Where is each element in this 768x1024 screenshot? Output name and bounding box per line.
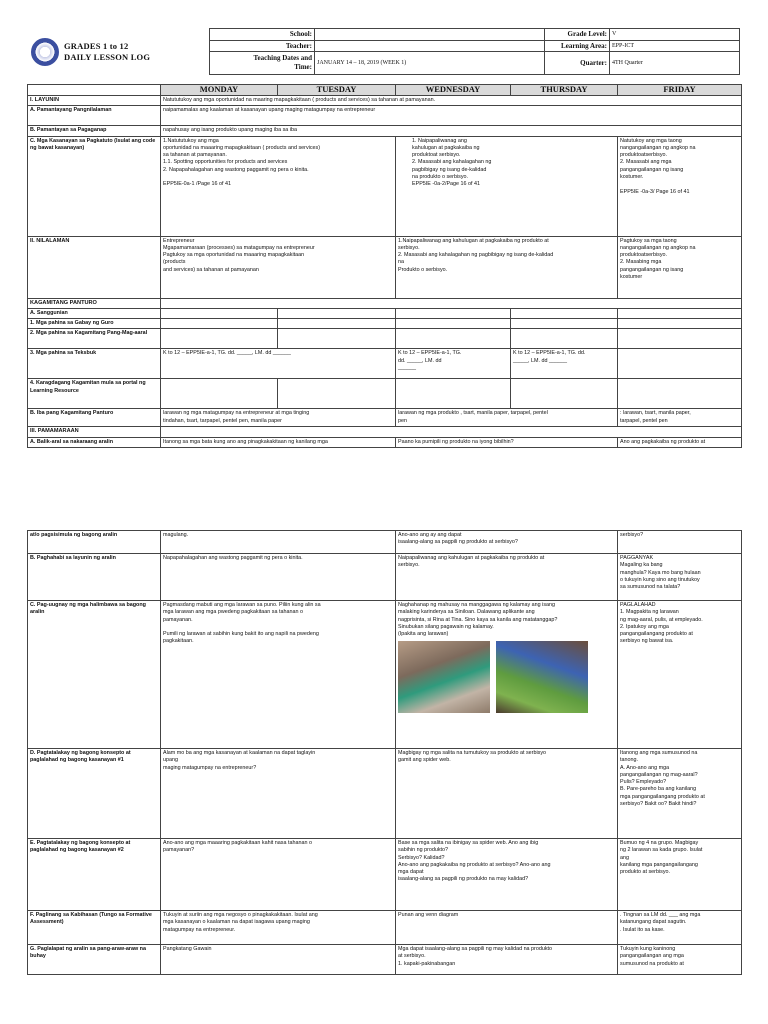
kagamitan-empty [161, 298, 742, 308]
dates-label: Teaching Dates and Time: [210, 52, 315, 75]
deped-seal-icon [31, 38, 59, 66]
teksbuk-thursday: K to 12 – EPP5IE-a-1, TG. dd. _____, LM. dd ______ [511, 349, 618, 379]
grade-label: Grade Level: [545, 29, 610, 41]
row-pagtatalakay-1: D. Pagtatalakay ng bagong konsepto at paglalahad ng bagong kasanayan #1 [28, 749, 161, 839]
cell [618, 308, 742, 318]
teksbuk-wednesday: K to 12 – EPP5IE-a-1, TG. dd. _____, LM. dd ______ [396, 349, 511, 379]
nilalaman-wednesday: 1.Naipapaliwanag ang kahulugan at pagkakaiba ng produkto at serbisyo. 2. Masasabi ang kahalagahan ng pagbibigay ng isang de-kalidad na Produkto o serbisyo. [396, 236, 618, 298]
paglalapat-wednesday: Mga dapat isaalang-alang sa pagpili ng may kalidad na produkto at serbisyo. 1. kapaki-pakinabangan [396, 945, 618, 975]
row-pangnilalaman: A. Pamantayang Pangnilalaman [28, 106, 161, 126]
paglalapat-friday: Tukuyin kung kaninong pangangailangan ang mga sumusunod na produkto at [618, 945, 742, 975]
cell [396, 319, 511, 329]
balik-cont-wednesday: Ano-ano ang ay ang dapat isaalang-alang sa pagpili ng produkto at serbisyo? [396, 531, 618, 554]
paglinang-friday: . Tingnan sa LM dd. ___ ang mga katanungang dapat sagutin. . Isulat ito sa kase. [618, 911, 742, 945]
row-gabay: 1. Mga pahina sa Gabay ng Guro [28, 319, 161, 329]
teacher-label: Teacher: [210, 40, 315, 52]
paghahabi-wednesday: Naipapaliwanag ang kahulugan at pagkakaiba ng produkto at serbisyo. [396, 554, 618, 601]
paguugnay-friday: PAGLALAHAD 1. Magpakita ng larawan ng mag-aaral, pulis, at empleyado. 2. Ipatukoy ang mga pangangailangang produkto at serbisyo ng bawat isa. [618, 601, 742, 749]
row-paghahabi: B. Paghahabi sa layunin ng aralin [28, 554, 161, 601]
layunin-text: Natututukoy ang mga oportunidad na maaring mapagkakitaan ( products and services) sa tahanan at pamayanan. [161, 96, 742, 106]
pagtatalakay2-friday: Bumuo ng 4 na grupo. Magbigay ng 2 larawan sa kada grupo. Isulat ang kanilang mga pangangailangang produkto at serbisyo. [618, 839, 742, 911]
row-sanggunian: A. Sanggunian [28, 308, 161, 318]
row-karagdagang: 4. Karagdagang Kagamitan mula sa portal ng Learning Resource [28, 379, 161, 409]
row-balik-aral-cont: at/o pagsisimula ng bagong aralin [28, 531, 161, 554]
paghahabi-friday: PAGGANYAK Magaling ka bang manghula? Kaya mo bang hulaan o tukuyin kung sino ang tinutukoy sa sumusunod na talata? [618, 554, 742, 601]
day-tuesday: TUESDAY [278, 85, 396, 96]
area-label: Learning Area: [545, 40, 610, 52]
pangnilalaman-text: naipamamalas ang kaalaman at kasanayan upang maging matagumpay na entrepreneur [161, 106, 742, 126]
lesson-log-page-1 [27, 28, 741, 448]
page-break [0, 475, 768, 525]
cell [396, 329, 511, 349]
row-pamamaraan: III. PAMAMARAAN [28, 427, 161, 437]
nilalaman-monday: Entrepreneur Mgapamamaraan (processes) sa matagumpay na entrepreneur Pagtukoy sa mga oportunidad na maaaring mapagkakitaan (products and services) sa tahanan at pamayanan [161, 236, 396, 298]
cell [511, 329, 618, 349]
dates-value: JANUARY 14 – 18, 2019 (WEEK 1) [315, 52, 545, 75]
balik-monday: Itanong sa mga bata kung ano ang pinagkakakitaan ng kanilang mga [161, 437, 396, 447]
iba-wednesday: larawan ng mga produkto , tsart, manila paper, tarpapel, pentel pen [396, 409, 618, 427]
row-nilalaman: II. NILALAMAN [28, 236, 161, 298]
day-monday: MONDAY [161, 85, 278, 96]
kasanayan-wednesday: 1. Naipapaliwanag ang kahulugan at pagkakaiba ng produktoat serbisyo. 2. Masasabi ang kahalagahan ng pagbibigay ng isang de-kalidad na produkto o serbisyo. EPP5IE -0a-2/Page 16 of 41 [396, 136, 618, 236]
balik-cont-friday: serbisyo? [618, 531, 742, 554]
row-paglalapat: G. Paglalapat ng aralin sa pang-araw-araw na buhay [28, 945, 161, 975]
log-header [27, 28, 741, 75]
iba-friday: : larawan, tsart, manila paper, tarpapel, pentel pen [618, 409, 742, 427]
kalamay-photos [398, 638, 615, 713]
pagganap-text: napahusay ang isang produkto upang maging iba sa iba [161, 126, 742, 136]
cell [511, 319, 618, 329]
kasanayan-monday: 1.Natututukoy ang mga oportunidad na maaaring mapagkakitaan ( products and services) sa tahanan at pamayanan. 1.1. Spotting opportunities for products and services 2. Napapahalagahan ang wastong paggamit ng pera o kinita. EPP5IE-0a-1 /Page 16 of 41 [161, 136, 396, 236]
school-value [315, 29, 545, 41]
row-pag-uugnay: C. Pag-uugnay ng mga halimbawa sa bagong aralin [28, 601, 161, 749]
area-value: EPP-ICT [610, 40, 740, 52]
day-thursday: THURSDAY [511, 85, 618, 96]
paguugnay-monday: Pagmasdang mabuti ang mga larawan sa puno. Piliin kung alin sa mga larawan ang mga pwedeng pagkakitaan sa tahanan o pamayanan. Pumili ng larawan at sabihin kung bakit ito ang napili na pwedeng pagkakitaan. [161, 601, 396, 749]
cell [396, 379, 511, 409]
pagtatalakay1-wednesday: Magbigay ng mga salita na tumutukoy sa produkto at serbisyo gamit ang spider web. [396, 749, 618, 839]
cell [161, 379, 278, 409]
cell [396, 308, 511, 318]
lesson-log-page-2 [27, 530, 741, 975]
cell [161, 319, 278, 329]
iba-monday: larawan ng mga matagumpay na entrepreneur at mga tinging tindahan, tsart, tarpapel, pentel pen, manila paper [161, 409, 396, 427]
photo-woman-wrapping-kalamay [496, 641, 588, 713]
cell [161, 308, 278, 318]
teacher-value [315, 40, 545, 52]
lesson-grid-continued [27, 530, 742, 975]
photo-woman-cooking [398, 641, 490, 713]
day-friday: FRIDAY [618, 85, 742, 96]
paglinang-wednesday: Punan ang venn diagram [396, 911, 618, 945]
pagtatalakay1-monday: Alam mo ba ang mga kasanayan at kaalaman na dapat taglayin upang maging matagumpay na entrepreneur? [161, 749, 396, 839]
log-title: GRADES 1 to 12 DAILY LESSON LOG [64, 40, 151, 62]
row-layunin: I. LAYUNIN [28, 96, 161, 106]
cell [618, 379, 742, 409]
school-label: School: [210, 29, 315, 41]
row-kasanayan: C. Mga Kasanayan sa Pagkatuto (Isulat ang code ng bawat kasanayan) [28, 136, 161, 236]
row-iba-pang-kagamitan: B. Iba pang Kagamitang Panturo [28, 409, 161, 427]
cell [278, 329, 396, 349]
cell [278, 379, 396, 409]
row-pagtatalakay-2: E. Pagtatalakay ng bagong konsepto at paglalahad ng bagong kasanayan #2 [28, 839, 161, 911]
cell [618, 349, 742, 379]
row-kagamitan: KAGAMITANG PANTURO [28, 298, 161, 308]
header-brand [27, 28, 209, 75]
balik-friday: Ano ang pagkakaiba ng produkto at [618, 437, 742, 447]
balik-wednesday: Paano ka pumipili ng produkto na iyong bibilhin? [396, 437, 618, 447]
pamamaraan-empty [161, 427, 742, 437]
row-teksbuk: 3. Mga pahina sa Teksbuk [28, 349, 161, 379]
paghahabi-monday: Napapahalagahan ang wastong paggamit ng pera o kinita. [161, 554, 396, 601]
header-info-table [209, 28, 740, 75]
nilalaman-friday: Pagtukoy sa mga taong nangangailangan ng angkop na produktoatserbisyo. 2. Masabing mga pangangailangan ng isang kostumer [618, 236, 742, 298]
cell [161, 329, 278, 349]
day-wednesday: WEDNESDAY [396, 85, 511, 96]
corner-cell [28, 85, 161, 96]
row-kagamitang-mag-aaral: 2. Mga pahina sa Kagamitang Pang-Mag-aaral [28, 329, 161, 349]
paguugnay-wednesday-text: Naghahanap ng mahusay na manggagawa ng kalamay ang isang malaking karinderya sa Siniloan. Dalawang aplikante ang nagprisinta, si Rina at Tina. Sino kaya sa kanila ang matatanggap? Sinubukan silang pagawain ng kalamay. (Ipakita ang larawan) [398, 602, 558, 638]
paglinang-monday: Tukuyin at suriin ang mga negosyo o pinagkakakitaan. Isulat ang mga kasanayan o kaalaman na dapat isagawa upang maging matagumpay na entrepreneur. [161, 911, 396, 945]
cell [278, 319, 396, 329]
cell [618, 329, 742, 349]
pagtatalakay2-wednesday: Base sa mga salita na ibinigay sa spider web. Ano ang ibig sabihin ng produkto? Serbisyo? Kalidad? Ano-ano ang pagkakaiba ng produkto at serbisyo? Ano-ano ang mga dapat isaalang-alang sa pagpili ng produkto na may kalidad? [396, 839, 618, 911]
paglalapat-monday: Pangkatang Gawain [161, 945, 396, 975]
paguugnay-wednesday [396, 601, 618, 749]
quarter-label: Quarter: [545, 52, 610, 75]
grade-value: V [610, 29, 740, 41]
quarter-value: 4TH Quarter [610, 52, 740, 75]
balik-cont-monday: magulang. [161, 531, 396, 554]
pagtatalakay2-monday: Ano-ano ang mga maaaring pagkakitaan kahit nasa tahanan o pamayanan? [161, 839, 396, 911]
cell [511, 308, 618, 318]
pagtatalakay1-friday: Itanong ang mga sumusunod na tanong. A. Ano-ano ang mga pangangailangan ng mag-aaral? Pulis? Empleyado? B. Pare-pareho ba ang kanilang mga pangangailangang produkto at serbisyo? Bakit oo? Bakit hindi? [618, 749, 742, 839]
cell [278, 308, 396, 318]
lesson-grid [27, 84, 742, 448]
kasanayan-friday: Natutukoy ang mga taong nangangailangan ng angkop na produktoatserbisyo. 2. Masasabi ang mga pangangailangan ng isang kostumer. EPP5IE -0a-3/ Page 16 of 41 [618, 136, 742, 236]
row-balik-aral: A. Balik-aral sa nakaraang aralin [28, 437, 161, 447]
teksbuk-monday: K to 12 – EPP5IE-a-1, TG. dd. _____, LM. dd ______ [161, 349, 396, 379]
cell [511, 379, 618, 409]
row-paglinang: F. Paglinang sa Kabihasan (Tungo sa Formative Assessment) [28, 911, 161, 945]
cell [618, 319, 742, 329]
row-pagganap: B. Pamantayan sa Pagaganap [28, 126, 161, 136]
